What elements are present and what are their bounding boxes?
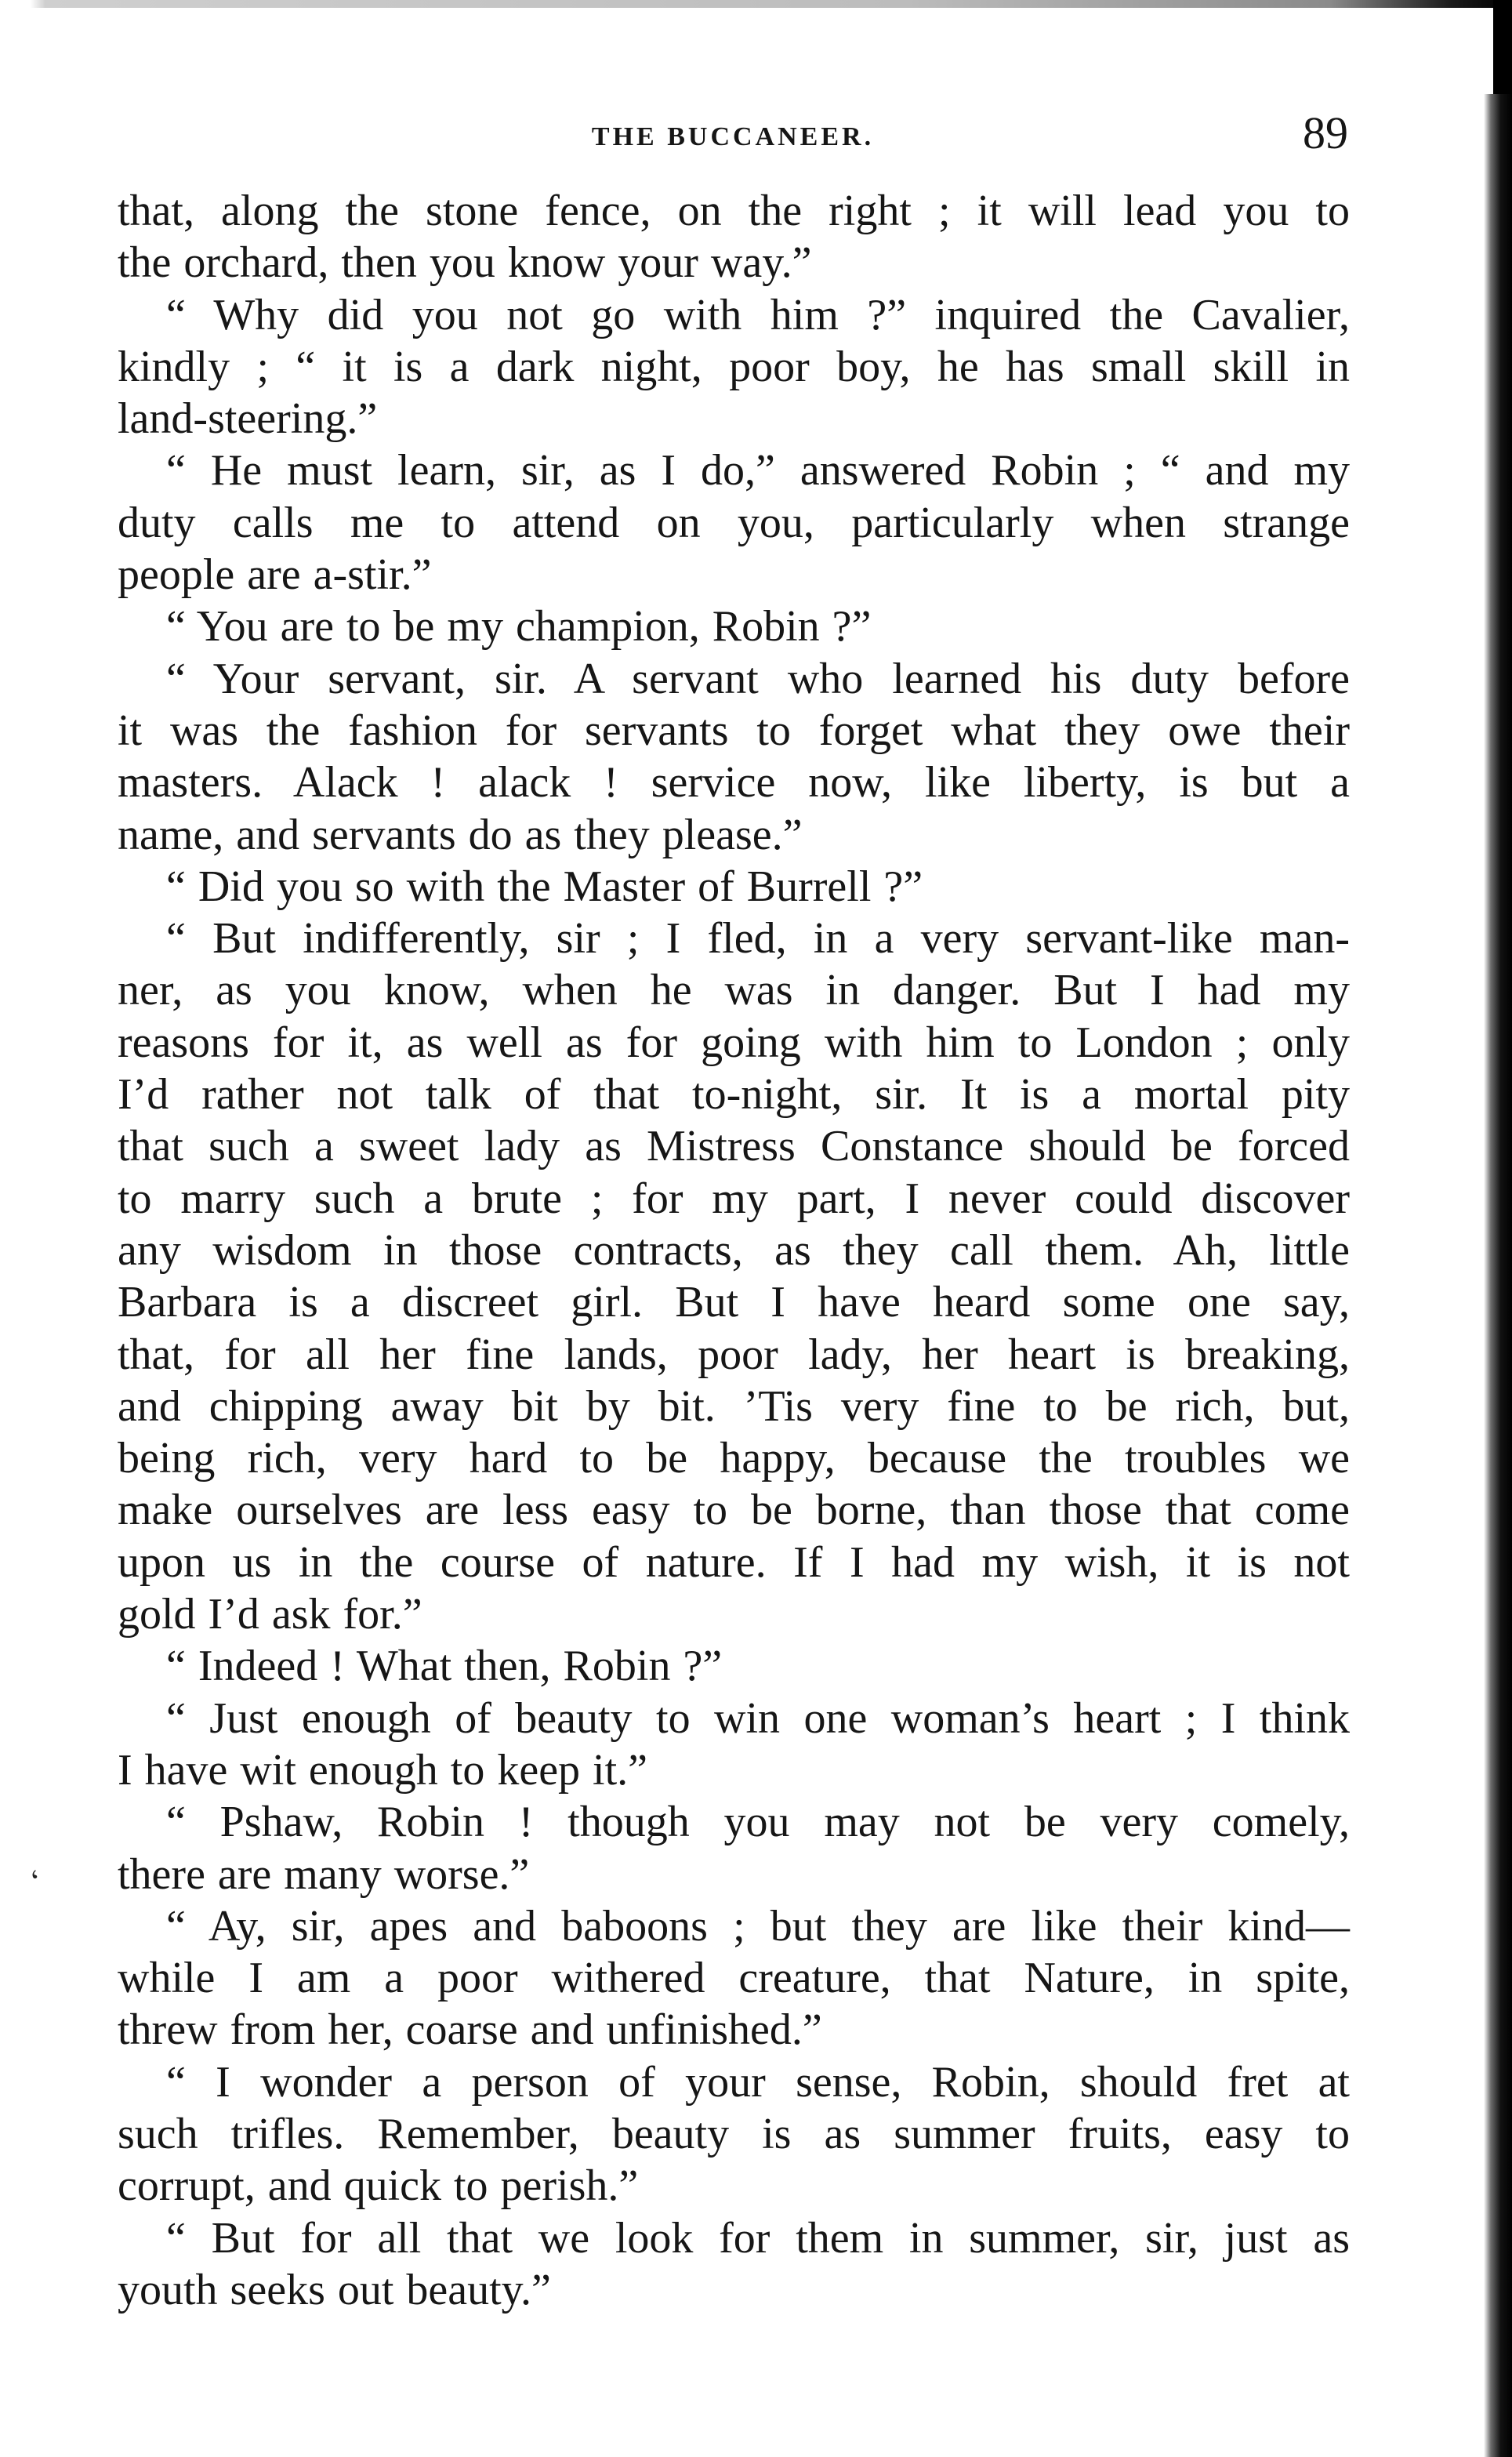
text-line: any wisdom in those contracts, as they call them. Ah, little bbox=[118, 1225, 1350, 1275]
text-line: duty calls me to attend on you, particularly when strange bbox=[118, 498, 1350, 547]
text-line: there are many worse.” bbox=[118, 1849, 530, 1899]
text-line: reasons for it, as well as for going with him to London ; only bbox=[118, 1018, 1350, 1067]
scan-top-rule bbox=[0, 0, 1512, 8]
text-line: I’d rather not talk of that to-night, sir. It is a mortal pity bbox=[118, 1070, 1350, 1120]
text-line: “ Your servant, sir. A servant who learned his duty before bbox=[166, 654, 1350, 703]
text-line: “ Did you so with the Master of Burrell ?” bbox=[166, 862, 923, 911]
text-line: ner, as you know, when he was in danger. But I had my bbox=[118, 966, 1350, 1015]
text-line: masters. Alack ! alack ! service now, like liberty, is but a bbox=[118, 758, 1350, 808]
text-line: make ourselves are less easy to be borne, than those that come bbox=[118, 1486, 1350, 1535]
text-line: “ Just enough of beauty to win one woman’s heart ; I think bbox=[166, 1693, 1350, 1743]
text-line: that such a sweet lady as Mistress Constance should be forced bbox=[118, 1122, 1350, 1171]
text-line: “ Pshaw, Robin ! though you may not be very comely, bbox=[166, 1798, 1350, 1847]
text-line: the orchard, then you know your way.” bbox=[118, 238, 812, 288]
text-line: that, along the stone fence, on the right ; it will lead you to bbox=[118, 187, 1350, 235]
text-line: while I am a poor withered creature, that Nature, in spite, bbox=[118, 1954, 1350, 2003]
text-line: corrupt, and quick to perish.” bbox=[118, 2161, 639, 2211]
text-line: that, for all her fine lands, poor lady, her heart is breaking, bbox=[118, 1330, 1350, 1379]
text-line: “ Indeed ! What then, Robin ?” bbox=[166, 1642, 723, 1691]
text-line: “ Ay, sir, apes and baboons ; but they are like their kind— bbox=[166, 1901, 1350, 1951]
text-line: youth seeks out beauty.” bbox=[118, 2265, 551, 2314]
scan-right-edge-top bbox=[1493, 0, 1512, 102]
text-line: name, and servants do as they please.” bbox=[118, 810, 803, 859]
text-line: it was the fashion for servants to forget what they owe their bbox=[118, 706, 1350, 755]
text-line: “ But indifferently, sir ; I fled, in a very servant-like man- bbox=[166, 914, 1350, 964]
page-number: 89 bbox=[1303, 107, 1348, 158]
scan-right-edge bbox=[1484, 94, 1512, 2457]
text-line: threw from her, coarse and unfinished.” bbox=[118, 2005, 822, 2055]
running-title: THE BUCCANEER. bbox=[591, 122, 875, 151]
text-line: to marry such a brute ; for my part, I never could discover bbox=[118, 1174, 1350, 1223]
text-line: “ Why did you not go with him ?” inquired the Cavalier, bbox=[166, 290, 1350, 339]
text-line: “ I wonder a person of your sense, Robin, should fret at bbox=[166, 2057, 1350, 2107]
running-head bbox=[118, 107, 1348, 165]
text-line: being rich, very hard to be happy, because the troubles we bbox=[118, 1434, 1350, 1483]
text-line: such trifles. Remember, beauty is as summer fruits, easy to bbox=[118, 2109, 1350, 2158]
text-line: and chipping away bit by bit. ’Tis very fine to be rich, but, bbox=[118, 1381, 1350, 1431]
margin-mark: ‘ bbox=[25, 1862, 48, 1899]
text-line: I have wit enough to keep it.” bbox=[118, 1745, 648, 1795]
body-text bbox=[118, 185, 1350, 2316]
text-line: Barbara is a discreet girl. But I have heard some one say, bbox=[118, 1278, 1350, 1327]
text-line: “ He must learn, sir, as I do,” answered Robin ; “ and my bbox=[166, 446, 1350, 495]
text-line: kindly ; “ it is a dark night, poor boy, he has small skill in bbox=[118, 342, 1350, 391]
text-line: “ You are to be my champion, Robin ?” bbox=[166, 602, 872, 651]
text-line: upon us in the course of nature. If I had my wish, it is not bbox=[118, 1537, 1350, 1587]
text-line: “ But for all that we look for them in summer, sir, just as bbox=[166, 2213, 1350, 2263]
text-line: people are a-stir.” bbox=[118, 550, 432, 600]
text-line: land-steering.” bbox=[118, 394, 378, 444]
text-line: gold I’d ask for.” bbox=[118, 1590, 422, 1639]
